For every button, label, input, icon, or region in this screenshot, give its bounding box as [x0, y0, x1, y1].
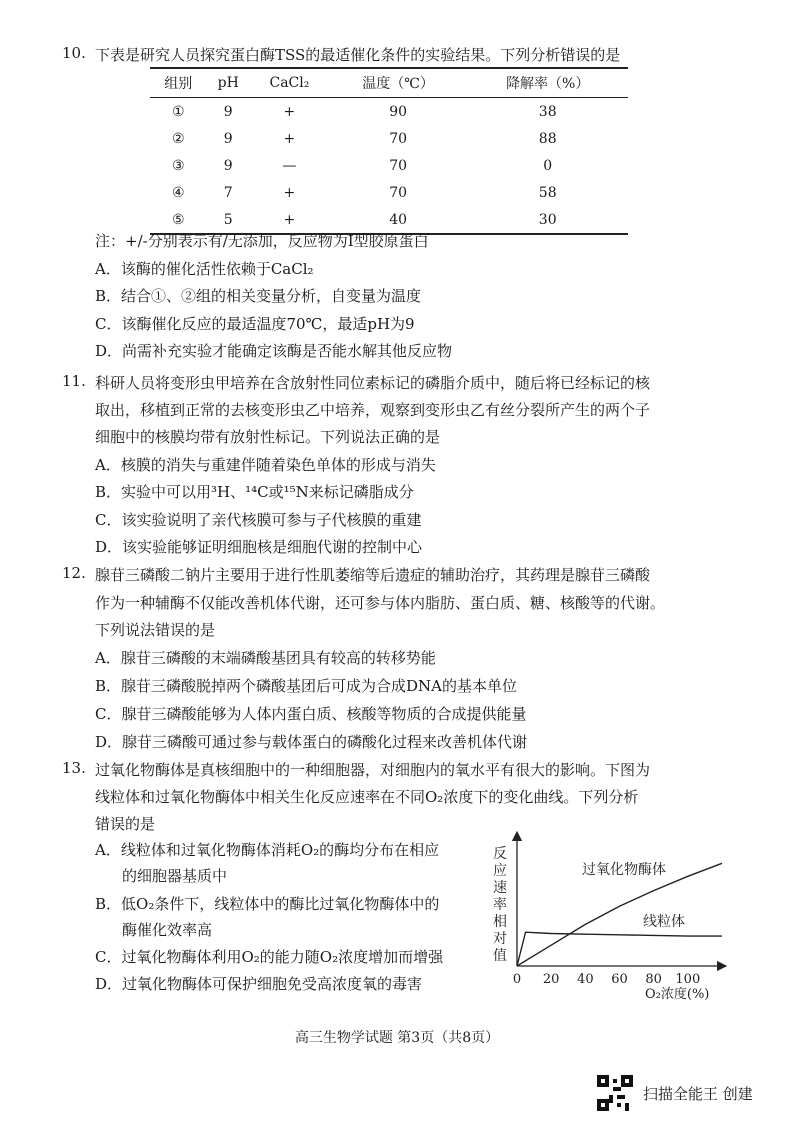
x-axis-label: O₂浓度(%)	[645, 987, 710, 1002]
table-cell: +	[283, 103, 296, 120]
table-row	[150, 98, 628, 126]
q12-option-b: B．腺苷三磷酸脱掉两个磷酸基团后可成为合成DNA的基本单位	[95, 677, 518, 695]
q12-option-a: A．腺苷三磷酸的末端磷酸基团具有较高的转移势能	[95, 649, 436, 667]
table-cell: ⑤	[171, 211, 185, 228]
table-header: CaCl₂	[250, 68, 329, 98]
q13-option-b-cont: 酶催化效率高	[122, 921, 213, 939]
page-footer: 高三生物学试题 第3页（共8页）	[294, 1030, 500, 1046]
q13-stem-line: 线粒体和过氧化物酶体中相关生化反应速率在不同O₂浓度下的变化曲线。下列分析	[95, 788, 639, 806]
table-cell: +	[283, 211, 296, 228]
q10-note: 注：+/-分别表示有/无添加，反应物为Ⅰ型胶原蛋白	[95, 232, 429, 250]
series-label-mitochondria: 线粒体	[643, 914, 685, 930]
table-header: pH	[206, 68, 250, 98]
x-tick-label: 40	[577, 972, 594, 987]
table-row	[150, 152, 628, 179]
y-axis-label-char: 对	[493, 931, 507, 947]
q13-option-d: D．过氧化物酶体可保护细胞免受高浓度氧的毒害	[95, 975, 423, 993]
table-cell: 88	[538, 130, 557, 147]
y-axis-label-char: 率	[493, 897, 507, 913]
q10-option-c: C．该酶催化反应的最适温度70℃，最适pH为9	[95, 315, 415, 333]
table-cell: ④	[171, 184, 185, 201]
q12-stem-line: 腺苷三磷酸二钠片主要用于进行性肌萎缩等后遗症的辅助治疗，其药理是腺苷三磷酸	[95, 566, 651, 584]
y-axis-label	[493, 846, 507, 964]
table-cell: 30	[538, 211, 557, 228]
qr-code-icon	[597, 1075, 633, 1111]
table-header: 温度（℃）	[329, 68, 468, 98]
q10-option-d: D．尚需补充实验才能确定该酶是否能水解其他反应物	[95, 342, 453, 360]
series-line-peroxisome	[517, 863, 722, 966]
x-tick-label: 20	[542, 972, 560, 987]
q13-option-b: B．低O₂条件下，线粒体中的酶比过氧化物酶体中的	[95, 895, 440, 913]
q11-number: 11.	[62, 372, 86, 390]
x-tick-label: 100	[675, 972, 701, 987]
q12-stem-line: 作为一种辅酶不仅能改善机体代谢，还可参与体内脂肪、蛋白质、糖、核酸等的代谢。	[95, 594, 666, 612]
table-cell: 70	[389, 157, 408, 174]
q12-number: 12.	[62, 564, 86, 582]
table-row	[150, 125, 628, 152]
q13-number: 13.	[62, 759, 86, 777]
q13-stem-line: 错误的是	[95, 815, 156, 833]
table-cell: +	[283, 130, 296, 147]
y-axis-label-char: 速	[493, 880, 507, 896]
table-header-row	[150, 68, 628, 98]
table-cell: 58	[538, 184, 557, 201]
q10-number: 10.	[62, 44, 86, 62]
table-cell: 70	[389, 130, 408, 147]
q12-stem-line: 下列说法错误的是	[95, 621, 216, 639]
q13-stem-line: 过氧化物酶体是真核细胞中的一种细胞器，对细胞内的氧水平有很大的影响。下图为	[95, 761, 651, 779]
table-cell: 0	[543, 157, 553, 174]
table-cell: 40	[389, 211, 408, 228]
table-header: 降解率（%）	[467, 68, 628, 98]
q10-stem: 下表是研究人员探究蛋白酶TSS的最适催化条件的实验结果。下列分析错误的是	[95, 46, 621, 64]
scanner-watermark	[597, 1075, 753, 1111]
q11-option-c: C．该实验说明了亲代核膜可参与子代核膜的重建	[95, 511, 422, 529]
q11-option-d: D．该实验能够证明细胞核是细胞代谢的控制中心	[95, 538, 423, 556]
q11-stem-line: 科研人员将变形虫甲培养在含放射性同位素标记的磷脂介质中，随后将已经标记的核	[95, 374, 651, 392]
q11-option-b: B．实验中可以用³H、¹⁴C或¹⁵N来标记磷脂成分	[95, 483, 414, 501]
q11-option-a: A．核膜的消失与重建伴随着染色单体的形成与消失	[95, 456, 436, 474]
q11-stem-line: 取出，移植到正常的去核变形虫乙中培养，观察到变形虫乙有丝分裂所产生的两个子	[95, 401, 651, 419]
scanner-text: 扫描全能王 创建	[643, 1084, 753, 1103]
x-tick-label: 60	[611, 972, 628, 987]
table-cell: +	[283, 184, 296, 201]
q13-chart	[490, 828, 730, 1008]
q10-table	[150, 67, 628, 235]
x-tick-label: 0	[512, 972, 522, 987]
y-axis-label-char: 反	[493, 846, 507, 862]
y-axis-label-char: 相	[493, 914, 507, 930]
table-cell: 5	[223, 211, 233, 228]
q10-option-a: A．该酶的催化活性依赖于CaCl₂	[95, 260, 314, 278]
q11-stem-line: 细胞中的核膜均带有放射性标记。下列说法正确的是	[95, 428, 441, 446]
q13-option-c: C．过氧化物酶体利用O₂的能力随O₂浓度增加而增强	[95, 948, 444, 966]
table-cell: ③	[171, 157, 185, 174]
table-cell: 7	[223, 184, 233, 201]
table-cell: 70	[389, 184, 408, 201]
series-label-peroxisome: 过氧化物酶体	[582, 862, 666, 878]
table-cell: ①	[171, 103, 185, 120]
series-line-mitochondria	[517, 932, 722, 966]
table-cell: —	[282, 157, 297, 174]
table-cell: 90	[389, 103, 408, 120]
q13-option-a-cont: 的细胞器基质中	[122, 867, 228, 885]
x-tick-label: 80	[645, 972, 662, 987]
table-cell: 9	[223, 103, 233, 120]
table-cell: 9	[223, 157, 233, 174]
table-cell: 9	[223, 130, 233, 147]
table-row	[150, 179, 628, 206]
q10-option-b: B．结合①、②组的相关变量分析，自变量为温度	[95, 287, 422, 305]
q12-option-c: C．腺苷三磷酸能够为人体内蛋白质、核酸等物质的合成提供能量	[95, 705, 527, 723]
q12-option-d: D．腺苷三磷酸可通过参与载体蛋白的磷酸化过程来改善机体代谢	[95, 733, 528, 751]
q13-option-a: A．线粒体和过氧化物酶体消耗O₂的酶均分布在相应	[95, 841, 440, 859]
y-axis-label-char: 应	[493, 863, 507, 879]
y-axis-label-char: 值	[493, 948, 507, 964]
table-header: 组别	[150, 68, 206, 98]
table-cell: ②	[171, 130, 185, 147]
table-cell: 38	[538, 103, 557, 120]
